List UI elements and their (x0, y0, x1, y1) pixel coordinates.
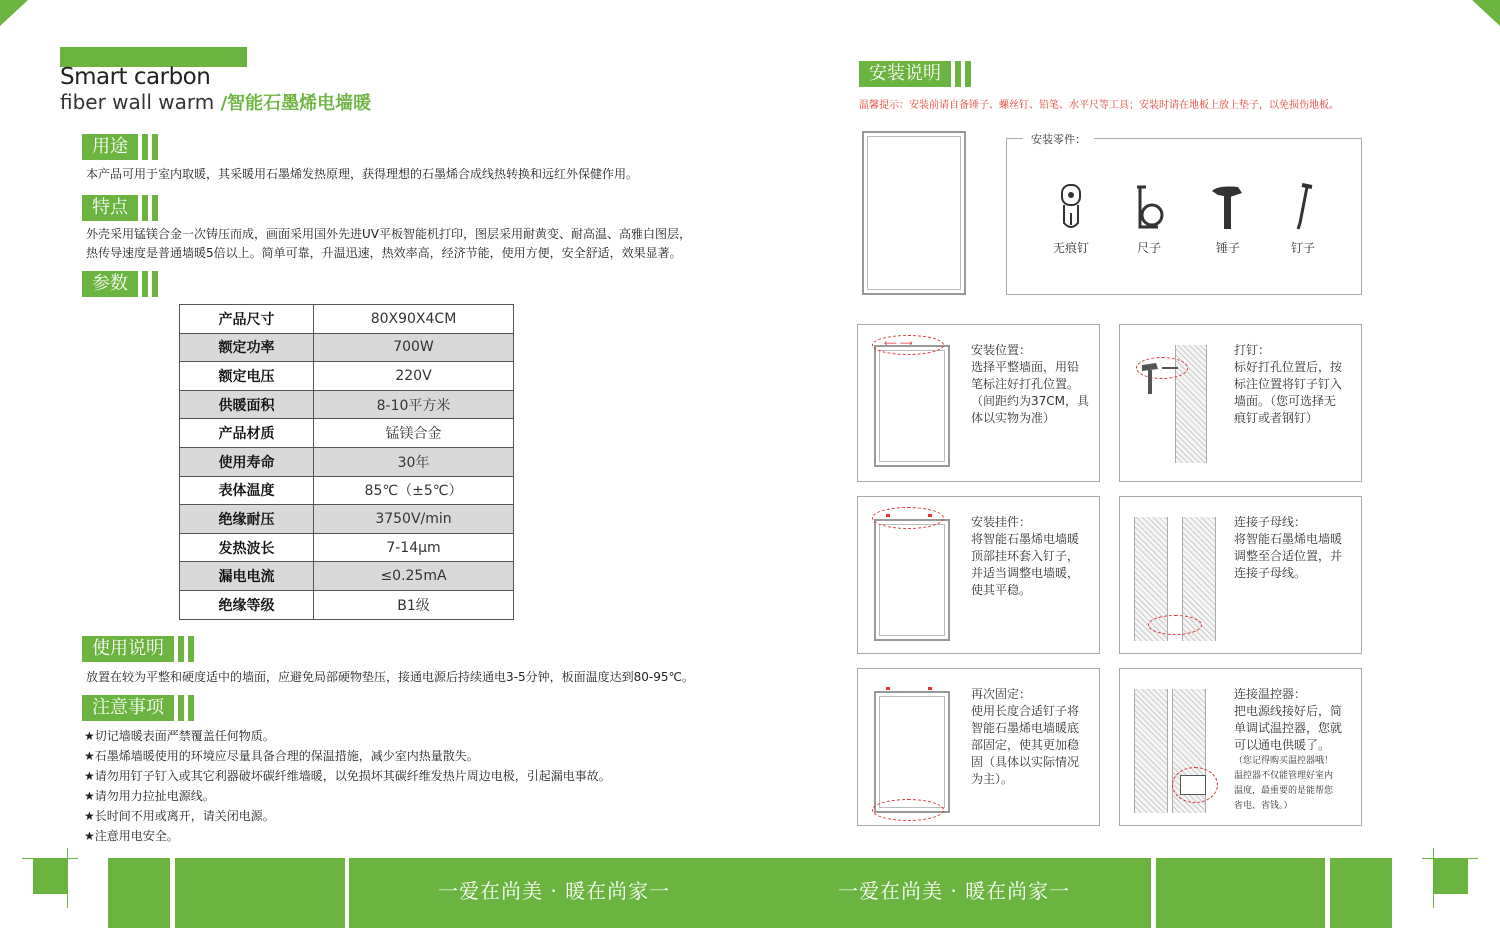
step-text: 再次固定： 使用长度合适钉子将 智能石墨烯电墙暖底 部固定，使其更加稳 固（具体以实际情况 为主）。 (971, 687, 1080, 786)
step-text: 安装挂件： 将智能石墨烯电墙暖 顶部挂环套入钉子， 并适当调整电墙暖， 使其平稳。 (971, 515, 1080, 597)
step-text: 打钉： 标好打孔位置后，按 标注位置将钉子钉入 墙面。（您可选择无 痕钉或者钢钉） (1234, 343, 1343, 425)
section-title: 用途 (82, 134, 138, 160)
hook-nail-icon (1056, 183, 1086, 233)
tool-label: 钉子 (1290, 241, 1315, 255)
table-row: 产品尺寸 80X90X4CM (180, 305, 514, 334)
step-panel (857, 496, 1100, 654)
highlight-ellipse (872, 507, 944, 529)
features-text-line1: 外壳采用锰镁合金一次铸压而成，画面采用国外先进UV平板智能机打印，图层采用耐黄变、耐高温、高雅白图层， (86, 227, 691, 241)
tool-item (1046, 183, 1096, 256)
parts-box (1006, 133, 1362, 295)
table-row: 漏电电流 ≤0.25mA (180, 562, 514, 591)
step-text: 连接子母线： 将智能石墨烯电墙暖 调整至合适位置，并 连接子母线。 (1234, 515, 1343, 580)
table-row: 额定电压 220V (180, 362, 514, 391)
section-instructions-header (82, 636, 194, 662)
table-row: 额定功率 700W (180, 333, 514, 362)
table-row: 绝缘耐压 3750V/min (180, 505, 514, 534)
note-item: ★注意用电安全。 (84, 829, 179, 843)
hammer-icon (1208, 183, 1248, 233)
corner-triangle-top-left (0, 0, 30, 28)
tool-label: 锤子 (1215, 241, 1240, 255)
section-install-header (859, 61, 971, 87)
product-title (60, 89, 371, 115)
footer-slogan-right: 一爱在尚美 · 暖在尚家一 (838, 879, 1071, 903)
tool-label: 无痕钉 (1052, 241, 1089, 255)
table-row: 发热波长 7-14μm (180, 533, 514, 562)
footer-slogan-left: 一爱在尚美 · 暖在尚家一 (438, 879, 671, 903)
install-tip: 温馨提示：安装前请自备锤子、螺丝钉、铅笔、水平尺等工具；安装时请在地板上放上垫子，以免损伤地板。 (859, 100, 1339, 111)
step-panel (1119, 668, 1362, 826)
table-row: 使用寿命 30年 (180, 447, 514, 476)
step-text: 安装位置： 选择平整墙面，用铅 笔标注好打孔位置。 （间距约为37CM，具 体以实物为准） (971, 343, 1090, 425)
usage-text: 本产品可用于室内取暖，其采暖用石墨烯发热原理，获得理想的石墨烯合成线热转换和远红外保健作用。 (86, 167, 639, 181)
note-item: ★请勿用钉子钉入或其它利器破坏碳纤维墙暖，以免损坏其碳纤维发热片周边电极，引起漏电事故。 (84, 769, 611, 783)
section-features-header (82, 195, 158, 221)
note-item: ★切记墙暖表面严禁覆盖任何物质。 (84, 729, 275, 743)
tool-item (1203, 183, 1253, 256)
section-title: 安装说明 (859, 61, 951, 87)
section-title: 注意事项 (82, 695, 174, 721)
nail-icon (1288, 183, 1318, 233)
title-en-line2: fiber wall warm (60, 90, 215, 114)
note-item: ★请勿用力拉扯电源线。 (84, 789, 215, 803)
step-text: 连接温控器： 把电源线接好后，简 单调试温控器，您就 可以通电供暖了。 （您记得购买温控器哦！ 温控器不仅能管理好室内 温度，最重要的是能帮您 省电、省钱。） (1234, 687, 1343, 811)
table-row: 绝缘等级 B1级 (180, 590, 514, 619)
ruler-icon (1132, 183, 1166, 233)
section-notes-header (82, 695, 194, 721)
highlight-ellipse (872, 799, 944, 821)
table-row: 产品材质 锰镁合金 (180, 419, 514, 448)
step-panel (857, 668, 1100, 826)
corner-triangle-top-right (1468, 0, 1500, 28)
wall-illustration (1134, 689, 1168, 813)
footer-corner-block (33, 858, 68, 894)
hammer-icon (1140, 361, 1180, 397)
heater-illustration (874, 519, 950, 641)
heater-illustration (874, 691, 950, 813)
section-title: 参数 (82, 271, 138, 297)
note-item: ★石墨烯墙暖使用的环境应尽量具备合理的保温措施，减少室内热量散失。 (84, 749, 479, 763)
highlight-ellipse (1148, 615, 1202, 635)
step-panel (857, 324, 1100, 482)
table-row: 表体温度 85℃（±5℃） (180, 476, 514, 505)
heater-illustration (862, 131, 966, 295)
title-en-line1: Smart carbon (60, 64, 211, 90)
spec-table (179, 304, 514, 620)
note-item: ★长时间不用或离开，请关闭电源。 (84, 809, 275, 823)
step-panel (1119, 324, 1362, 482)
section-params-header (82, 271, 158, 297)
tool-item (1278, 183, 1328, 256)
spacing-arrow-icon: ⟵ ⟶ (884, 339, 913, 349)
section-title: 特点 (82, 195, 138, 221)
title-cn: /智能石墨烯电墙暖 (220, 93, 372, 114)
step-panel (1119, 496, 1362, 654)
footer-corner-block (1433, 858, 1468, 894)
heater-illustration (874, 345, 950, 467)
parts-label: 安装零件： (1023, 131, 1094, 147)
table-row: 供暖面积 8-10平方米 (180, 390, 514, 419)
features-text-line2: 热传导速度是普通墙暖5倍以上。简单可靠，升温迅速，热效率高，经济节能，使用方便，安全舒适，效果显著。 (86, 246, 682, 260)
section-usage-header (82, 134, 158, 160)
thermostat-icon (1180, 775, 1206, 795)
section-title: 使用说明 (82, 636, 174, 662)
tool-item (1124, 183, 1174, 256)
tool-label: 尺子 (1136, 241, 1161, 255)
instructions-text: 放置在较为平整和硬度适中的墙面，应避免局部硬物垫压，接通电源后持续通电3-5分钟，板面温度达到80-95℃。 (86, 670, 694, 684)
